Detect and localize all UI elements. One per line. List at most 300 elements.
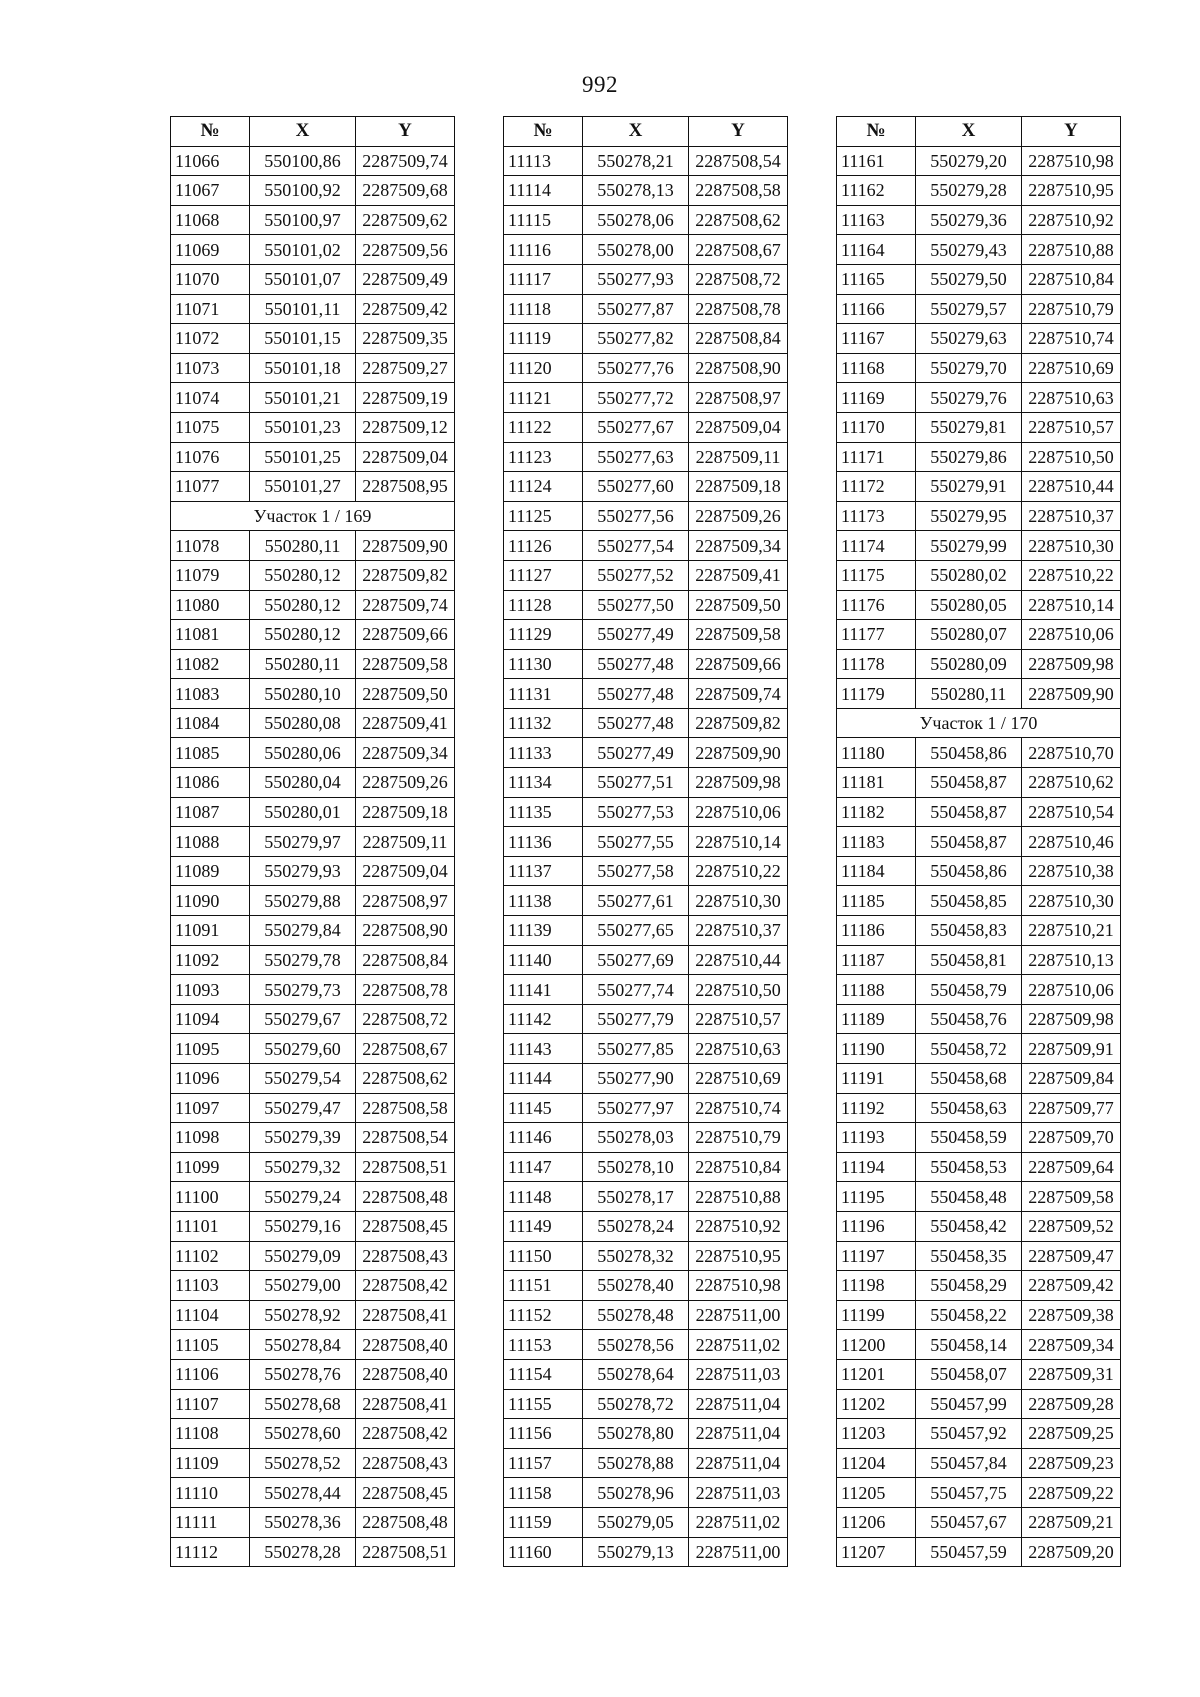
y-coordinate: 2287508,41 [356, 1389, 455, 1419]
point-number: 11096 [171, 1064, 250, 1094]
point-number: 11077 [171, 472, 250, 502]
point-number: 11141 [504, 975, 583, 1005]
point-number: 11196 [837, 1211, 916, 1241]
table-row [504, 945, 788, 975]
x-coordinate: 550279,24 [250, 1182, 356, 1212]
x-coordinate: 550458,72 [916, 1034, 1022, 1064]
table-row [171, 472, 455, 502]
point-number: 11159 [504, 1507, 583, 1537]
table-row [171, 531, 455, 561]
y-coordinate: 2287510,44 [689, 945, 788, 975]
y-coordinate: 2287508,62 [356, 1064, 455, 1094]
x-coordinate: 550101,15 [250, 324, 356, 354]
point-number: 11074 [171, 383, 250, 413]
x-coordinate: 550101,23 [250, 412, 356, 442]
table-row [171, 1419, 455, 1449]
table-row [837, 1359, 1121, 1389]
point-number: 11156 [504, 1419, 583, 1449]
y-coordinate: 2287509,47 [1022, 1241, 1121, 1271]
x-coordinate: 550278,32 [583, 1241, 689, 1271]
x-coordinate: 550457,75 [916, 1478, 1022, 1508]
y-coordinate: 2287508,58 [689, 176, 788, 206]
table-row [171, 1300, 455, 1330]
table-row [837, 797, 1121, 827]
x-coordinate: 550280,07 [916, 620, 1022, 650]
x-coordinate: 550277,63 [583, 442, 689, 472]
y-coordinate: 2287510,74 [1022, 324, 1121, 354]
table-row [504, 1004, 788, 1034]
table-row [504, 1448, 788, 1478]
x-coordinate: 550277,48 [583, 708, 689, 738]
point-number: 11181 [837, 768, 916, 798]
table-row [504, 1478, 788, 1508]
table-row [837, 1034, 1121, 1064]
y-coordinate: 2287510,21 [1022, 916, 1121, 946]
table-row [504, 827, 788, 857]
point-number: 11066 [171, 146, 250, 176]
x-coordinate: 550280,09 [916, 649, 1022, 679]
point-number: 11179 [837, 679, 916, 709]
table-row [837, 235, 1121, 265]
y-coordinate: 2287509,90 [356, 531, 455, 561]
y-coordinate: 2287508,48 [356, 1507, 455, 1537]
point-number: 11143 [504, 1034, 583, 1064]
point-number: 11075 [171, 412, 250, 442]
y-coordinate: 2287509,23 [1022, 1448, 1121, 1478]
x-coordinate: 550280,10 [250, 679, 356, 709]
table-row [171, 1182, 455, 1212]
point-number: 11174 [837, 531, 916, 561]
y-coordinate: 2287509,66 [356, 620, 455, 650]
table-row [171, 353, 455, 383]
x-coordinate: 550280,12 [250, 620, 356, 650]
point-number: 11069 [171, 235, 250, 265]
header-x: X [583, 117, 689, 147]
y-coordinate: 2287509,19 [356, 383, 455, 413]
y-coordinate: 2287510,44 [1022, 472, 1121, 502]
point-number: 11194 [837, 1152, 916, 1182]
table-row [504, 1241, 788, 1271]
table-row [171, 886, 455, 916]
y-coordinate: 2287510,95 [689, 1241, 788, 1271]
y-coordinate: 2287509,04 [689, 412, 788, 442]
x-coordinate: 550101,25 [250, 442, 356, 472]
x-coordinate: 550458,42 [916, 1211, 1022, 1241]
point-number: 11132 [504, 708, 583, 738]
x-coordinate: 550277,52 [583, 560, 689, 590]
y-coordinate: 2287510,98 [1022, 146, 1121, 176]
table-row [171, 412, 455, 442]
point-number: 11125 [504, 501, 583, 531]
table-row [504, 1507, 788, 1537]
point-number: 11121 [504, 383, 583, 413]
y-coordinate: 2287510,92 [689, 1211, 788, 1241]
x-coordinate: 550101,21 [250, 383, 356, 413]
x-coordinate: 550277,65 [583, 916, 689, 946]
table-row [837, 501, 1121, 531]
x-coordinate: 550279,91 [916, 472, 1022, 502]
table-row [171, 1537, 455, 1567]
table-row [504, 1271, 788, 1301]
x-coordinate: 550278,00 [583, 235, 689, 265]
point-number: 11166 [837, 294, 916, 324]
point-number: 11078 [171, 531, 250, 561]
point-number: 11086 [171, 768, 250, 798]
table-row [171, 738, 455, 768]
point-number: 11108 [171, 1419, 250, 1449]
table-row [504, 324, 788, 354]
x-coordinate: 550458,81 [916, 945, 1022, 975]
y-coordinate: 2287511,04 [689, 1448, 788, 1478]
point-number: 11206 [837, 1507, 916, 1537]
table-row [171, 708, 455, 738]
point-number: 11095 [171, 1034, 250, 1064]
y-coordinate: 2287509,91 [1022, 1034, 1121, 1064]
point-number: 11140 [504, 945, 583, 975]
point-number: 11152 [504, 1300, 583, 1330]
x-coordinate: 550279,78 [250, 945, 356, 975]
x-coordinate: 550278,44 [250, 1478, 356, 1508]
point-number: 11182 [837, 797, 916, 827]
point-number: 11116 [504, 235, 583, 265]
table-row [837, 176, 1121, 206]
table-row [171, 442, 455, 472]
table-row [504, 146, 788, 176]
y-coordinate: 2287508,43 [356, 1241, 455, 1271]
point-number: 11073 [171, 353, 250, 383]
table-row [837, 1300, 1121, 1330]
x-coordinate: 550277,60 [583, 472, 689, 502]
x-coordinate: 550277,79 [583, 1004, 689, 1034]
point-number: 11080 [171, 590, 250, 620]
x-coordinate: 550277,74 [583, 975, 689, 1005]
point-number: 11104 [171, 1300, 250, 1330]
y-coordinate: 2287510,62 [1022, 768, 1121, 798]
y-coordinate: 2287509,11 [356, 827, 455, 857]
x-coordinate: 550278,24 [583, 1211, 689, 1241]
y-coordinate: 2287509,74 [356, 590, 455, 620]
y-coordinate: 2287509,12 [356, 412, 455, 442]
y-coordinate: 2287510,46 [1022, 827, 1121, 857]
table-row [837, 472, 1121, 502]
x-coordinate: 550277,55 [583, 827, 689, 857]
y-coordinate: 2287511,02 [689, 1507, 788, 1537]
table-row [837, 1182, 1121, 1212]
point-number: 11090 [171, 886, 250, 916]
point-number: 11200 [837, 1330, 916, 1360]
y-coordinate: 2287509,82 [356, 560, 455, 590]
point-number: 11128 [504, 590, 583, 620]
y-coordinate: 2287510,79 [1022, 294, 1121, 324]
x-coordinate: 550279,97 [250, 827, 356, 857]
y-coordinate: 2287509,58 [689, 620, 788, 650]
y-coordinate: 2287509,56 [356, 235, 455, 265]
x-coordinate: 550278,40 [583, 1271, 689, 1301]
point-number: 11129 [504, 620, 583, 650]
table-row [171, 1004, 455, 1034]
y-coordinate: 2287511,00 [689, 1537, 788, 1567]
y-coordinate: 2287511,03 [689, 1478, 788, 1508]
y-coordinate: 2287510,50 [689, 975, 788, 1005]
table-row [504, 560, 788, 590]
y-coordinate: 2287509,90 [1022, 679, 1121, 709]
table-row [504, 531, 788, 561]
point-number: 11169 [837, 383, 916, 413]
table-row [837, 649, 1121, 679]
y-coordinate: 2287509,34 [356, 738, 455, 768]
x-coordinate: 550458,68 [916, 1064, 1022, 1094]
table-row [837, 679, 1121, 709]
x-coordinate: 550100,92 [250, 176, 356, 206]
y-coordinate: 2287509,98 [1022, 649, 1121, 679]
y-coordinate: 2287510,30 [689, 886, 788, 916]
y-coordinate: 2287509,82 [689, 708, 788, 738]
x-coordinate: 550101,11 [250, 294, 356, 324]
table-row [171, 1211, 455, 1241]
y-coordinate: 2287510,06 [689, 797, 788, 827]
y-coordinate: 2287508,45 [356, 1478, 455, 1508]
point-number: 11093 [171, 975, 250, 1005]
y-coordinate: 2287509,77 [1022, 1093, 1121, 1123]
x-coordinate: 550277,53 [583, 797, 689, 827]
table-row [171, 235, 455, 265]
x-coordinate: 550279,99 [916, 531, 1022, 561]
y-coordinate: 2287510,30 [1022, 531, 1121, 561]
y-coordinate: 2287508,72 [356, 1004, 455, 1034]
table-row [837, 1507, 1121, 1537]
x-coordinate: 550279,20 [916, 146, 1022, 176]
x-coordinate: 550457,67 [916, 1507, 1022, 1537]
point-number: 11203 [837, 1419, 916, 1449]
table-body [837, 146, 1121, 1567]
point-number: 11165 [837, 264, 916, 294]
x-coordinate: 550458,07 [916, 1359, 1022, 1389]
point-number: 11164 [837, 235, 916, 265]
point-number: 11168 [837, 353, 916, 383]
x-coordinate: 550277,76 [583, 353, 689, 383]
point-number: 11136 [504, 827, 583, 857]
y-coordinate: 2287508,90 [689, 353, 788, 383]
table-row [504, 353, 788, 383]
y-coordinate: 2287509,52 [1022, 1211, 1121, 1241]
point-number: 11097 [171, 1093, 250, 1123]
table-row [837, 827, 1121, 857]
table-row [837, 1064, 1121, 1094]
table-row [171, 945, 455, 975]
y-coordinate: 2287510,84 [1022, 264, 1121, 294]
y-coordinate: 2287509,42 [356, 294, 455, 324]
y-coordinate: 2287510,88 [1022, 235, 1121, 265]
table-row [504, 1330, 788, 1360]
table-row [837, 1419, 1121, 1449]
table-row [837, 1271, 1121, 1301]
x-coordinate: 550278,80 [583, 1419, 689, 1449]
x-coordinate: 550278,76 [250, 1359, 356, 1389]
x-coordinate: 550279,60 [250, 1034, 356, 1064]
y-coordinate: 2287509,04 [356, 442, 455, 472]
y-coordinate: 2287510,92 [1022, 205, 1121, 235]
table-row [171, 1034, 455, 1064]
point-number: 11134 [504, 768, 583, 798]
y-coordinate: 2287509,74 [689, 679, 788, 709]
point-number: 11089 [171, 856, 250, 886]
y-coordinate: 2287509,35 [356, 324, 455, 354]
point-number: 11162 [837, 176, 916, 206]
table-header-row [171, 117, 455, 147]
table-row [171, 1448, 455, 1478]
y-coordinate: 2287509,58 [356, 649, 455, 679]
x-coordinate: 550280,01 [250, 797, 356, 827]
table-row [837, 383, 1121, 413]
point-number: 11098 [171, 1123, 250, 1153]
point-number: 11147 [504, 1152, 583, 1182]
x-coordinate: 550458,86 [916, 856, 1022, 886]
x-coordinate: 550277,90 [583, 1064, 689, 1094]
table-row [504, 383, 788, 413]
point-number: 11144 [504, 1064, 583, 1094]
y-coordinate: 2287509,62 [356, 205, 455, 235]
point-number: 11071 [171, 294, 250, 324]
point-number: 11094 [171, 1004, 250, 1034]
x-coordinate: 550279,05 [583, 1507, 689, 1537]
y-coordinate: 2287509,31 [1022, 1359, 1121, 1389]
x-coordinate: 550279,81 [916, 412, 1022, 442]
x-coordinate: 550277,49 [583, 738, 689, 768]
table-header-row [837, 117, 1121, 147]
y-coordinate: 2287510,98 [689, 1271, 788, 1301]
point-number: 11183 [837, 827, 916, 857]
y-coordinate: 2287511,02 [689, 1330, 788, 1360]
point-number: 11195 [837, 1182, 916, 1212]
point-number: 11207 [837, 1537, 916, 1567]
point-number: 11127 [504, 560, 583, 590]
table-row [837, 412, 1121, 442]
x-coordinate: 550280,08 [250, 708, 356, 738]
x-coordinate: 550278,64 [583, 1359, 689, 1389]
point-number: 11167 [837, 324, 916, 354]
table-row [837, 1152, 1121, 1182]
table-row [504, 679, 788, 709]
y-coordinate: 2287510,95 [1022, 176, 1121, 206]
table-row [504, 590, 788, 620]
y-coordinate: 2287509,04 [356, 856, 455, 886]
y-coordinate: 2287510,70 [1022, 738, 1121, 768]
table-row [837, 442, 1121, 472]
y-coordinate: 2287509,84 [1022, 1064, 1121, 1094]
point-number: 11199 [837, 1300, 916, 1330]
section-row [171, 501, 455, 531]
point-number: 11106 [171, 1359, 250, 1389]
y-coordinate: 2287510,13 [1022, 945, 1121, 975]
point-number: 11153 [504, 1330, 583, 1360]
coordinate-table-middle [503, 116, 788, 1567]
y-coordinate: 2287508,54 [689, 146, 788, 176]
header-y: Y [689, 117, 788, 147]
x-coordinate: 550277,48 [583, 679, 689, 709]
y-coordinate: 2287508,84 [689, 324, 788, 354]
table-row [837, 856, 1121, 886]
y-coordinate: 2287508,40 [356, 1330, 455, 1360]
point-number: 11099 [171, 1152, 250, 1182]
section-label: Участок 1 / 170 [837, 708, 1121, 738]
x-coordinate: 550280,11 [250, 649, 356, 679]
x-coordinate: 550458,48 [916, 1182, 1022, 1212]
table-row [504, 1034, 788, 1064]
point-number: 11146 [504, 1123, 583, 1153]
x-coordinate: 550279,93 [250, 856, 356, 886]
table-row [504, 294, 788, 324]
x-coordinate: 550278,17 [583, 1182, 689, 1212]
point-number: 11176 [837, 590, 916, 620]
x-coordinate: 550277,87 [583, 294, 689, 324]
table-row [837, 916, 1121, 946]
point-number: 11139 [504, 916, 583, 946]
point-number: 11189 [837, 1004, 916, 1034]
y-coordinate: 2287508,78 [689, 294, 788, 324]
x-coordinate: 550278,06 [583, 205, 689, 235]
table-row [171, 1359, 455, 1389]
table-row [504, 235, 788, 265]
y-coordinate: 2287508,97 [689, 383, 788, 413]
point-number: 11160 [504, 1537, 583, 1567]
table-row [837, 1211, 1121, 1241]
table-row [837, 1123, 1121, 1153]
x-coordinate: 550277,54 [583, 531, 689, 561]
table-row [504, 975, 788, 1005]
point-number: 11126 [504, 531, 583, 561]
table-row [837, 531, 1121, 561]
table-row [837, 620, 1121, 650]
y-coordinate: 2287510,22 [1022, 560, 1121, 590]
point-number: 11201 [837, 1359, 916, 1389]
y-coordinate: 2287508,42 [356, 1419, 455, 1449]
table-body [171, 146, 455, 1567]
table-row [504, 856, 788, 886]
table-row [504, 620, 788, 650]
y-coordinate: 2287510,69 [689, 1064, 788, 1094]
x-coordinate: 550277,85 [583, 1034, 689, 1064]
point-number: 11202 [837, 1389, 916, 1419]
y-coordinate: 2287510,74 [689, 1093, 788, 1123]
y-coordinate: 2287510,30 [1022, 886, 1121, 916]
point-number: 11204 [837, 1448, 916, 1478]
y-coordinate: 2287509,22 [1022, 1478, 1121, 1508]
x-coordinate: 550458,59 [916, 1123, 1022, 1153]
point-number: 11188 [837, 975, 916, 1005]
x-coordinate: 550278,10 [583, 1152, 689, 1182]
point-number: 11082 [171, 649, 250, 679]
header-y: Y [356, 117, 455, 147]
y-coordinate: 2287510,84 [689, 1152, 788, 1182]
y-coordinate: 2287510,22 [689, 856, 788, 886]
y-coordinate: 2287509,68 [356, 176, 455, 206]
x-coordinate: 550277,49 [583, 620, 689, 650]
table-header-row [504, 117, 788, 147]
x-coordinate: 550279,36 [916, 205, 1022, 235]
point-number: 11109 [171, 1448, 250, 1478]
table-row [171, 324, 455, 354]
table-row [837, 146, 1121, 176]
point-number: 11102 [171, 1241, 250, 1271]
table-row [171, 176, 455, 206]
table-row [171, 649, 455, 679]
table-row [171, 205, 455, 235]
y-coordinate: 2287509,50 [689, 590, 788, 620]
point-number: 11180 [837, 738, 916, 768]
x-coordinate: 550279,43 [916, 235, 1022, 265]
y-coordinate: 2287509,66 [689, 649, 788, 679]
x-coordinate: 550458,85 [916, 886, 1022, 916]
